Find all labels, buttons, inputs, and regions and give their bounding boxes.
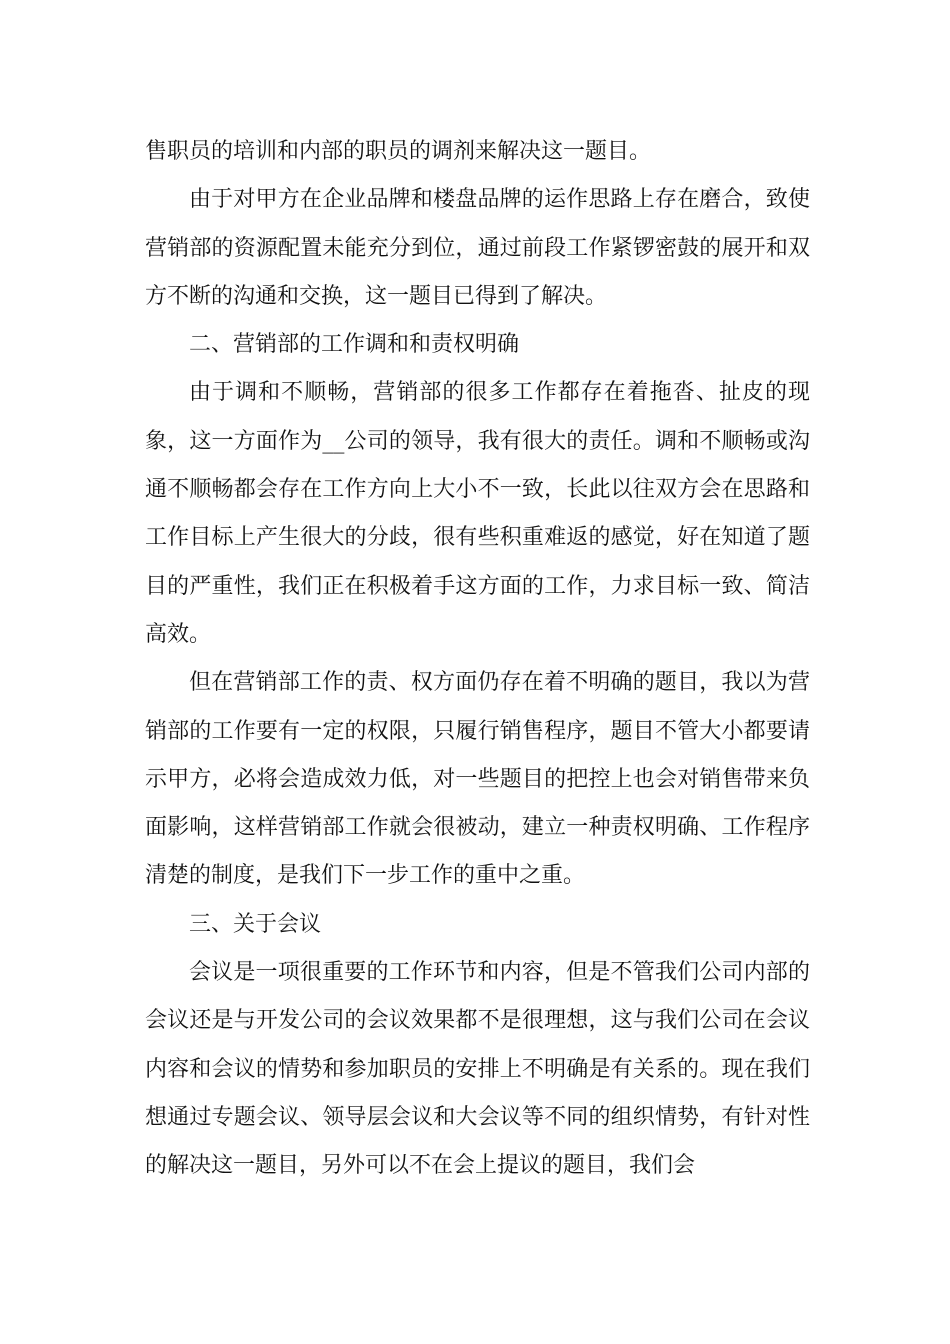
paragraph-brand-operation: 由于对甲方在企业品牌和楼盘品牌的运作思路上存在磨合，致使营销部的资源配置未能充分到位，通过前段工作紧锣密鼓的展开和双方不断的沟通和交换，这一题目已得到了解决。: [145, 187, 810, 309]
document-body: [145, 128, 810, 1191]
section-heading-meetings: 三、关于会议: [189, 911, 322, 937]
paragraph-continuation: 售职员的培训和内部的职员的调剂来解决这一题目。: [145, 139, 652, 164]
section-heading-coordination: 二、营销部的工作调和和责权明确: [189, 332, 520, 358]
paragraph-coordination: 由于调和不顺畅，营销部的很多工作都存在着拖沓、扯皮的现象，这一方面作为__公司的领导，我有很大的责任。调和不顺畅或沟通不顺畅都会存在工作方向上大小不一致，长此以往双方会在思路和工作目标上产生很大的分歧，很有些积重难返的感觉，好在知道了题目的严重性，我们正在积极着手这方面的工作，力求目标一致、简洁高效。: [145, 380, 810, 647]
paragraph-responsibility: 但在营销部工作的责、权方面仍存在着不明确的题目，我以为营销部的工作要有一定的权限，只履行销售程序，题目不管大小都要请示甲方，必将会造成效力低，对一些题目的把控上也会对销售带来负面影响，这样营销部工作就会很被动，建立一种责权明确、工作程序清楚的制度，是我们下一步工作的重中之重。: [145, 670, 810, 889]
paragraph-meetings: 会议是一项很重要的工作环节和内容，但是不管我们公司内部的会议还是与开发公司的会议效果都不是很理想，这与我们公司在会议内容和会议的情势和参加职员的安排上不明确是有关系的。现在我们想通过专题会议、领导层会议和大会议等不同的组织情势，有针对性的解决这一题目，另外可以不在会上提议的题目，我们会: [145, 960, 810, 1179]
